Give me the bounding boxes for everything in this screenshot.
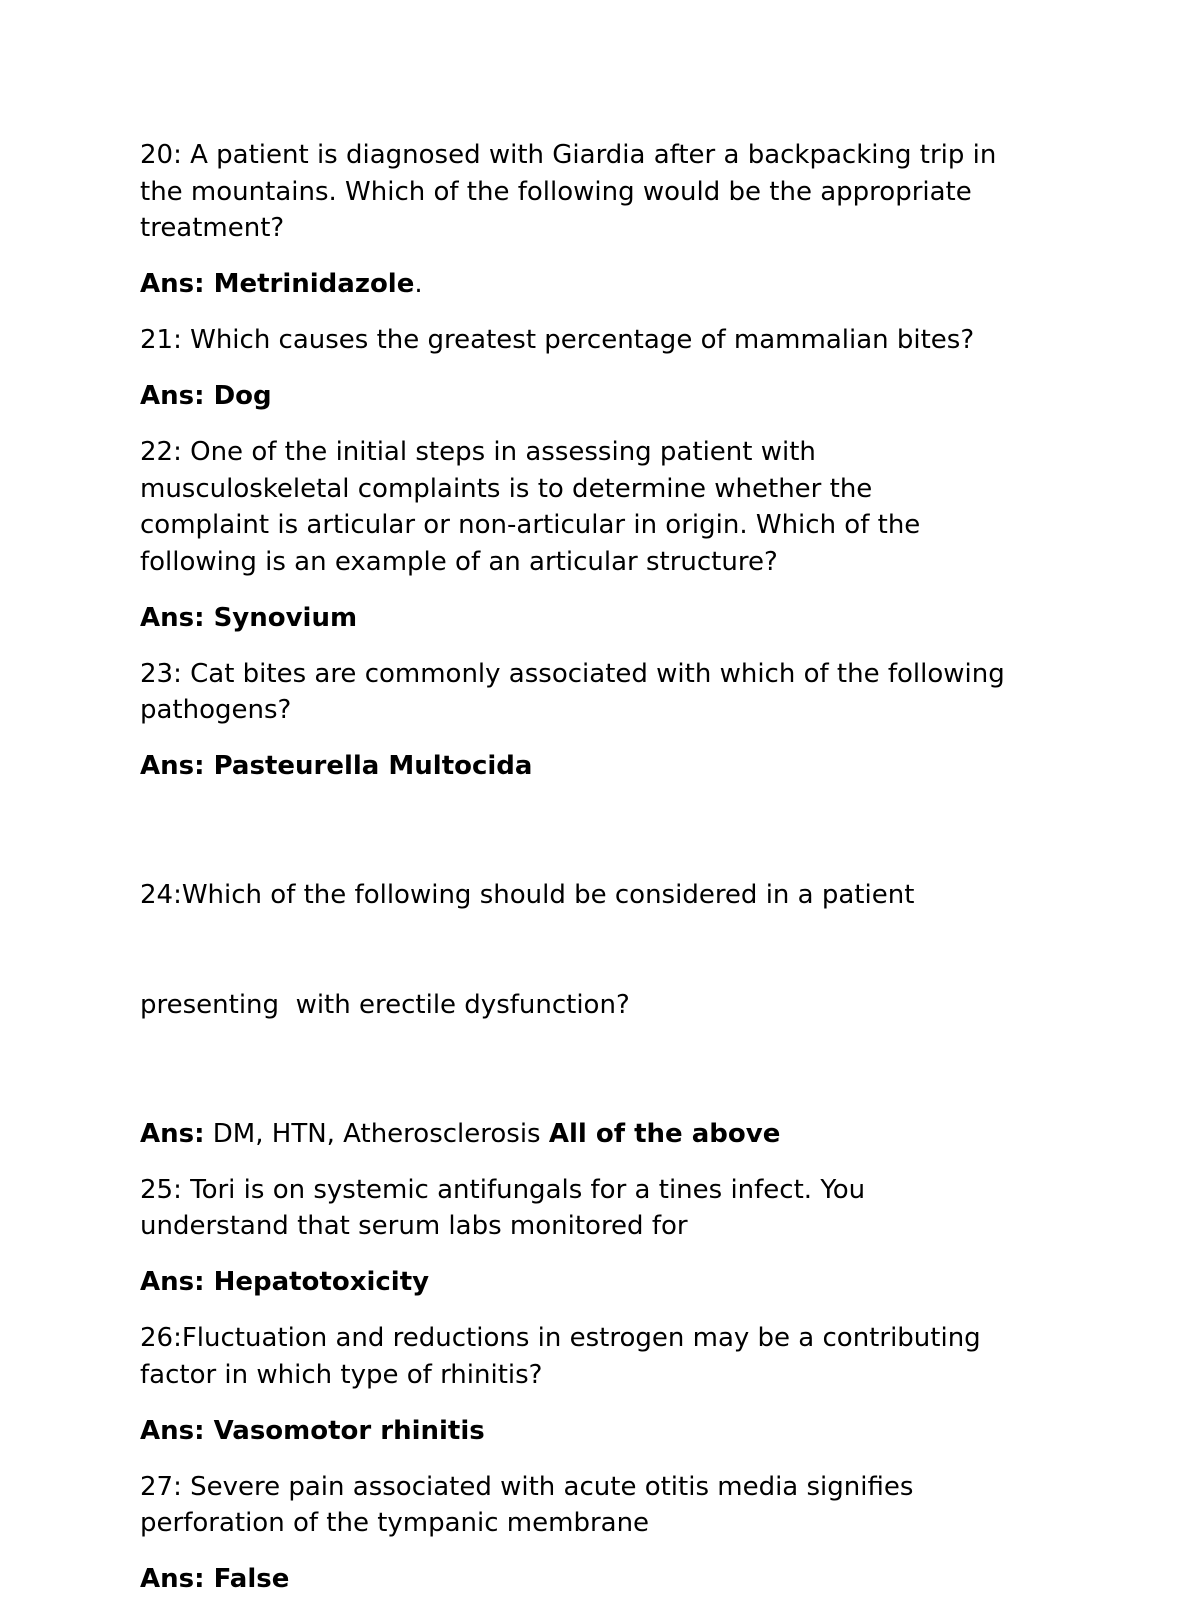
question-line: 23: Cat bites are commonly associated with which of the following xyxy=(140,658,1005,689)
question-line: complaint is articular or non-articular in origin. Which of the xyxy=(140,510,921,540)
answer-plain: DM, HTN, Atherosclerosis xyxy=(204,1118,549,1149)
answer-label: Ans: xyxy=(140,602,205,633)
answer-25 xyxy=(140,1264,1080,1301)
question-20 xyxy=(140,137,1080,247)
question-line: 22: One of the initial steps in assessing patient with xyxy=(140,437,816,467)
answer-label: Ans: xyxy=(140,381,205,411)
question-line: factor in which type of rhinitis? xyxy=(140,1359,543,1390)
question-line: musculoskeletal complaints is to determine whether the xyxy=(140,473,873,504)
answer-label: Ans: xyxy=(140,751,205,781)
answer-20 xyxy=(140,266,1080,303)
question-line: 24:Which of the following should be considered in a patient xyxy=(140,880,915,910)
answer-label: Ans: xyxy=(140,269,205,299)
answer-suffix: . xyxy=(414,269,423,299)
question-line: 27: Severe pain associated with acute otitis media signifies xyxy=(140,1471,914,1502)
answer-value: Metrinidazole xyxy=(204,269,415,299)
answer-21 xyxy=(140,378,1080,415)
answer-value: Hepatotoxicity xyxy=(204,1267,430,1297)
question-22 xyxy=(140,434,1080,580)
question-line: the mountains. Which of the following would be the appropriate xyxy=(140,176,972,207)
question-27 xyxy=(140,1469,1080,1542)
question-26 xyxy=(140,1320,1080,1393)
question-line: understand that serum labs monitored for xyxy=(140,1211,688,1241)
answer-value: Synovium xyxy=(204,602,358,633)
answer-label: Ans: xyxy=(140,1267,205,1297)
answer-value: Vasomotor rhinitis xyxy=(204,1415,485,1446)
answer-27 xyxy=(140,1561,1080,1598)
document-page xyxy=(140,137,1080,1617)
answer-label: Ans: xyxy=(140,1415,205,1446)
answer-22 xyxy=(140,600,1080,637)
answer-23 xyxy=(140,748,1080,785)
question-line: pathogens? xyxy=(140,695,292,725)
question-line: 20: A patient is diagnosed with Giardia after a backpacking trip in xyxy=(140,140,997,170)
answer-label: Ans: xyxy=(140,1564,205,1594)
question-line: presenting with erectile dysfunction? xyxy=(140,989,630,1020)
question-line: following is an example of an articular structure? xyxy=(140,546,778,577)
question-line: treatment? xyxy=(140,213,285,243)
question-25 xyxy=(140,1172,1080,1245)
question-line: 26:Fluctuation and reductions in estrogen may be a contributing xyxy=(140,1323,981,1353)
answer-26 xyxy=(140,1413,1080,1450)
answer-24 xyxy=(140,1116,1080,1153)
question-23 xyxy=(140,656,1080,729)
answer-value: All of the above xyxy=(548,1118,781,1149)
answer-value: False xyxy=(204,1564,290,1594)
answer-label: Ans: xyxy=(140,1118,205,1149)
question-line: 21: Which causes the greatest percentage of mammalian bites? xyxy=(140,325,975,355)
answer-value: Pasteurella Multocida xyxy=(204,751,533,781)
question-line: 25: Tori is on systemic antifungals for a tines infect. You xyxy=(140,1174,866,1205)
question-21 xyxy=(140,322,1080,359)
answer-value: Dog xyxy=(204,381,272,411)
question-line: perforation of the tympanic membrane xyxy=(140,1508,650,1538)
question-24 xyxy=(140,804,1080,1096)
